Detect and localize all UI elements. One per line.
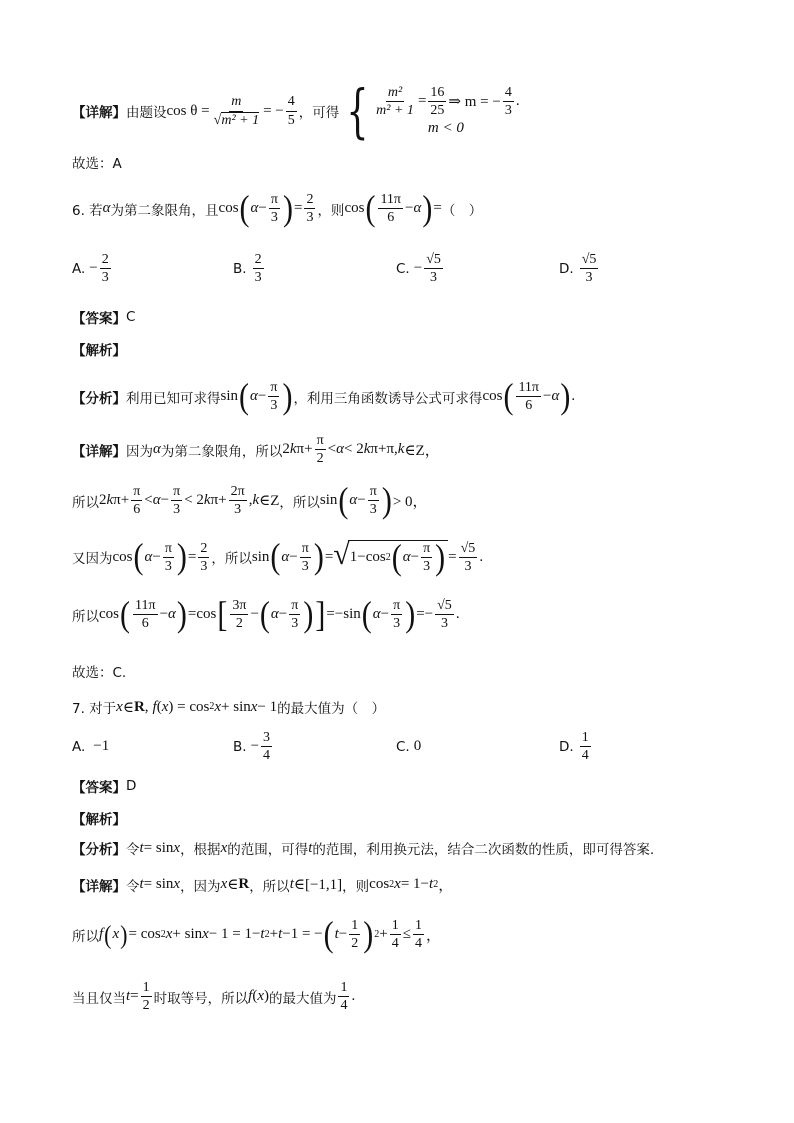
q6-option-c[interactable]: C. − $\frac{√5}{3}$ <box>396 252 441 286</box>
q7-answer: 【答案】 D <box>72 778 137 796</box>
q7-fenxi: 【分析】 令 t = sin x ，根据 x 的范围，可得 t 的范围，利用换元法，结合二次函数的性质，即可得答案. <box>72 839 655 858</box>
fraction: $\frac{m}{\text{√m² + 1}}$ <box>213 94 260 128</box>
q6-detail-4: 所以 cos ( $\frac{11\pi}{6}$ − α ) =cos [ $\frac{3\pi}{2}$ − ( α − $\frac{\pi}{3}$ ) ] =−sin ( α − $\frac{\pi}{3}$ ) =− $\frac{√5}{3}$ . <box>72 594 460 635</box>
sqrt: √m² + 1 <box>213 112 260 128</box>
q7-detail-2: 所以 f ( x ) = cos 2 x + sin x − 1 = 1− t 2 + t −1 = − ( t − $\frac{1}{2}$ ) 2 + $\frac{1}{4}$ ≤ $\frac{1}{4}$ ， <box>72 914 441 955</box>
q7-stem: 7. 对于 x ∈ R , f ( x ) = cos 2 x + sin x − 1 的最大值为（ ） <box>72 698 386 717</box>
q7-analysis-tag: 【解析】 <box>72 812 126 828</box>
text: ，可得 <box>298 105 340 121</box>
math-cos-target: cos ( $\frac{11\pi}{6}$ − α ) = <box>344 188 442 229</box>
q6-choose: 故选：C. <box>72 665 127 681</box>
q7-detail-3: 当且仅当 t = $\frac{1}{2}$ 时取等号，所以 f ( x ) 的最大值为 $\frac{1}{4}$ . <box>72 980 356 1014</box>
q7-option-d[interactable]: D. $\frac{1}{4}$ <box>559 730 589 764</box>
q5-choose: 故选：A <box>72 156 122 172</box>
q7-option-b[interactable]: B. − $\frac{3}{4}$ <box>233 730 271 764</box>
q6-detail-3: 又因为 cos ( α − $\frac{\pi}{3}$ ) = $\frac{2}{3}$ ，所以 sin ( α − $\frac{\pi}{3}$ ) = √ 1−cos 2 ( α − $\frac{\pi}{3}$ ) = $\frac{√5}{3}$ . <box>72 536 484 578</box>
text: 由题设 <box>126 105 167 121</box>
fraction: $\frac{4}{5}$ <box>287 94 295 128</box>
brace: { <box>346 77 369 145</box>
math-cos-theta: cos θ = $\frac{m}{\text{√m² + 1}}$ = − $\frac{4}{5}$ <box>166 94 295 128</box>
q5-detail-line <box>72 77 520 145</box>
equation-system: $\frac{\text{m²}}{\text{m² + 1}}$ = $\frac{16}{25}$ ⇒ m = − $\frac{4}{3}$ . m < 0 <box>376 84 520 137</box>
q7-option-a[interactable]: A. −1 <box>72 738 110 755</box>
q6-option-b[interactable]: B. $\frac{2}{3}$ <box>233 252 262 286</box>
q6-option-a[interactable]: A. − $\frac{2}{3}$ <box>72 252 109 286</box>
math-cos-given: cos ( α − $\frac{\pi}{3}$ ) = $\frac{2}{3}$ <box>218 188 314 229</box>
q6-stem: 6. 若 α 为第二象限角，且 cos ( α − $\frac{\pi}{3}$ ) = $\frac{2}{3}$ ，则 cos ( $\frac{11\pi}{6}$ − α ) = （ ） <box>72 188 483 229</box>
q7-detail-1: 【详解】 令 t = sin x ，因为 x ∈ R ，所以 t ∈[−1,1] ，则 cos 2 x = 1− t 2 ， <box>72 876 454 895</box>
q6-analysis-tag: 【解析】 <box>72 343 126 359</box>
q6-answer: 【答案】 C <box>72 309 136 327</box>
q7-option-c[interactable]: C. 0 <box>396 738 422 755</box>
detail-tag: 【详解】 <box>72 105 126 121</box>
q6-detail-2: 所以 2 k π+ $\frac{\pi}{6}$ < α − $\frac{\pi}{3}$ < 2 k π+ $\frac{2\pi}{3}$ , k ∈Z ，所以 sin ( α − $\frac{\pi}{3}$ ) > 0， <box>72 480 428 521</box>
q6-option-d[interactable]: D. $\frac{√5}{3}$ <box>559 252 597 286</box>
q6-fenxi: 【分析】 利用已知可求得 sin ( α − $\frac{\pi}{3}$ ) ，利用三角函数诱导公式可求得 cos ( $\frac{11\pi}{6}$ − α ) . <box>72 376 576 417</box>
q6-detail-1: 【详解】 因为 α 为第二象限角，所以 2 k π+ $\frac{\pi}{2}$ < α < 2 k π+π, k ∈Z， <box>72 433 440 467</box>
